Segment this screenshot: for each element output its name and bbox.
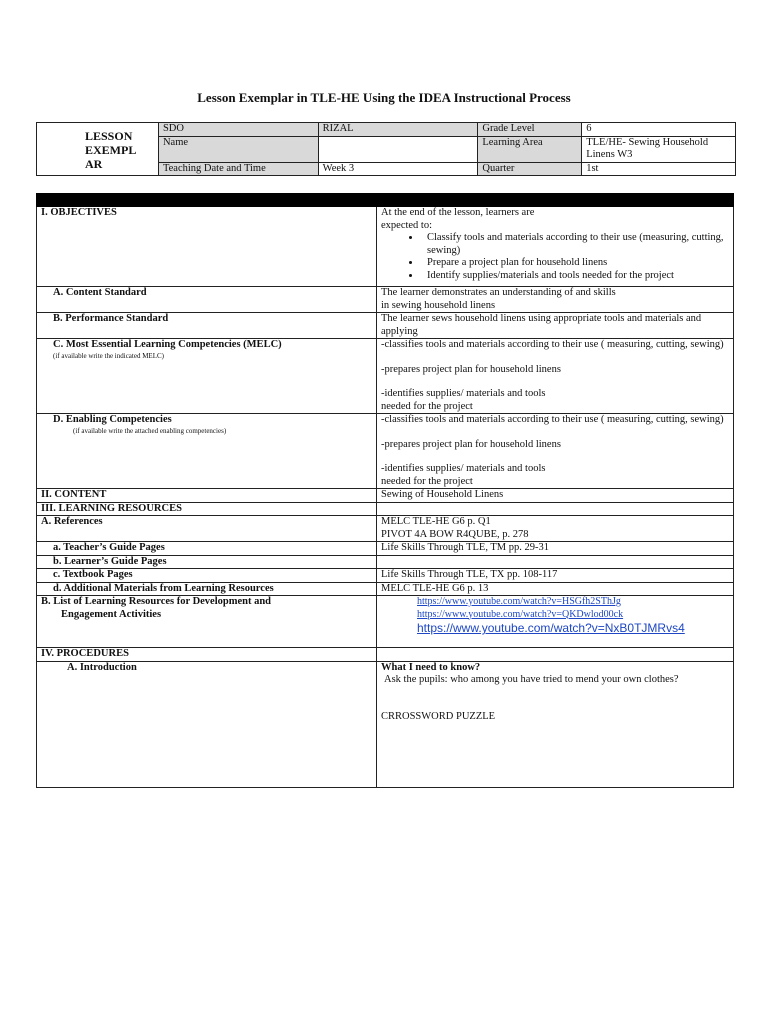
- quarter-label: Quarter: [478, 162, 582, 176]
- grade-level-label: Grade Level: [478, 123, 582, 137]
- objectives-intro-1: At the end of the lesson, learners are: [381, 207, 535, 218]
- youtube-link-1[interactable]: https://www.youtube.com/watch?v=HSGfh2SThJg: [417, 596, 621, 607]
- objectives-intro-2: expected to:: [381, 219, 433, 231]
- content-standard-value: [377, 287, 734, 313]
- teaching-date-value: Week 3: [318, 162, 478, 176]
- teachers-guide-value: Life Skills Through TLE, TM pp. 29-31: [377, 542, 734, 556]
- introduction-question: Ask the pupils: who among you have tried to mend your own clothes?: [384, 674, 679, 685]
- learning-resources-row: [37, 502, 734, 516]
- content-row: [37, 489, 734, 503]
- enabling-label: D. Enabling Competencies: [53, 414, 172, 425]
- teaching-date-label: Teaching Date and Time: [158, 162, 318, 176]
- what-i-need-to-know-heading: What I need to know?: [381, 661, 481, 673]
- performance-standard-row: [37, 313, 734, 339]
- learners-guide-value: [377, 555, 734, 569]
- resource-links: [377, 596, 734, 648]
- name-label: Name: [158, 136, 318, 162]
- melc-competency-1: -classifies tools and materials according to their use ( measuring, cutting, sewing): [381, 339, 724, 350]
- introduction-row: [37, 661, 734, 787]
- quarter-value: 1st: [582, 162, 736, 176]
- enabling-competency-3b: needed for the project: [381, 475, 473, 487]
- melc-note: (if available write the indicated MELC): [53, 351, 164, 360]
- enabling-competency-3a: -identifies supplies/ materials and tools: [381, 463, 546, 474]
- additional-materials-label: d. Additional Materials from Learning Resources: [37, 582, 377, 596]
- procedures-label: IV. PROCEDURES: [37, 648, 377, 662]
- procedures-row: [37, 648, 734, 662]
- learners-guide-row: [37, 555, 734, 569]
- sdo-label: SDO: [158, 123, 318, 137]
- document-title: Lesson Exemplar in TLE-HE Using the IDEA Instructional Process: [197, 90, 571, 105]
- enabling-content: [377, 414, 734, 489]
- references-label: A. References: [37, 516, 377, 542]
- name-value: [318, 136, 478, 162]
- learning-area-label: Learning Area: [478, 136, 582, 162]
- reference-1: MELC TLE-HE G6 p. Q1: [381, 516, 491, 527]
- table-header-bar: [37, 194, 734, 207]
- objective-item: • Prepare a project plan for household linens: [421, 257, 729, 270]
- crossword-puzzle-label: CRROSSWORD PUZZLE: [381, 710, 496, 722]
- reference-2: PIVOT 4A BOW R4QUBE, p. 278: [381, 528, 529, 540]
- references-row: [37, 516, 734, 542]
- references-value: [377, 516, 734, 542]
- learners-guide-label: b. Learner’s Guide Pages: [37, 555, 377, 569]
- content-label: II. CONTENT: [37, 489, 377, 503]
- content-standard-label: A. Content Standard: [37, 287, 377, 313]
- teachers-guide-label: a. Teacher’s Guide Pages: [37, 542, 377, 556]
- learning-resources-label: III. LEARNING RESOURCES: [37, 502, 377, 516]
- melc-competency-3b: needed for the project: [381, 400, 473, 412]
- enabling-label-cell: [37, 414, 377, 489]
- enabling-row: [37, 414, 734, 489]
- textbook-row: [37, 569, 734, 583]
- objectives-content: [377, 207, 734, 287]
- additional-materials-value: MELC TLE-HE G6 p. 13: [377, 582, 734, 596]
- learning-area-value: TLE/HE- Sewing Household Linens W3: [582, 136, 736, 162]
- content-value: Sewing of Household Linens: [377, 489, 734, 503]
- enabling-note: (if available write the attached enabling competencies): [73, 426, 227, 435]
- performance-standard-value: The learner sews household linens using appropriate tools and materials and applying: [377, 313, 734, 339]
- performance-standard-label: B. Performance Standard: [37, 313, 377, 339]
- objectives-list: [381, 232, 729, 282]
- header-table: [36, 122, 736, 176]
- content-standard-line-1: The learner demonstrates an understanding of and skills: [381, 287, 616, 298]
- teachers-guide-row: [37, 542, 734, 556]
- melc-content: [377, 339, 734, 414]
- textbook-label: c. Textbook Pages: [37, 569, 377, 583]
- melc-competency-3a: -identifies supplies/ materials and tools: [381, 388, 546, 399]
- introduction-content: [377, 661, 734, 787]
- youtube-link-3[interactable]: https://www.youtube.com/watch?v=NxB0TJMRvs4: [417, 621, 685, 635]
- enabling-competency-1: -classifies tools and materials according to their use ( measuring, cutting, sewing): [381, 414, 724, 425]
- objective-item: • Classify tools and materials according to their use (measuring, cutting, sewing): [421, 232, 729, 257]
- content-standard-line-2: in sewing household linens: [381, 299, 496, 311]
- resource-list-label-2: Engagement Activities: [61, 608, 162, 620]
- lesson-exemplar-label: LESSON EXEMPL AR: [37, 123, 159, 176]
- introduction-label: A. Introduction: [37, 661, 377, 787]
- melc-competency-2: -prepares project plan for household linens: [381, 363, 561, 375]
- melc-label-cell: [37, 339, 377, 414]
- grade-level-value: 6: [582, 123, 736, 137]
- melc-row: [37, 339, 734, 414]
- youtube-link-2[interactable]: https://www.youtube.com/watch?v=QKDwlod00ck: [417, 608, 624, 620]
- enabling-competency-2: -prepares project plan for household linens: [381, 438, 561, 450]
- resource-list-label-cell: [37, 596, 377, 648]
- resource-list-label-1: B. List of Learning Resources for Development and: [41, 596, 272, 607]
- content-standard-row: [37, 287, 734, 313]
- objective-item: • Identify supplies/materials and tools needed for the project: [421, 270, 729, 283]
- lesson-table: [36, 193, 734, 788]
- resource-list-row: [37, 596, 734, 648]
- objectives-row: [37, 207, 734, 287]
- textbook-value: Life Skills Through TLE, TX pp. 108-117: [377, 569, 734, 583]
- melc-label: C. Most Essential Learning Competencies (MELC): [53, 339, 282, 350]
- additional-materials-row: [37, 582, 734, 596]
- objectives-label: I. OBJECTIVES: [37, 207, 377, 287]
- sdo-value: RIZAL: [318, 123, 478, 137]
